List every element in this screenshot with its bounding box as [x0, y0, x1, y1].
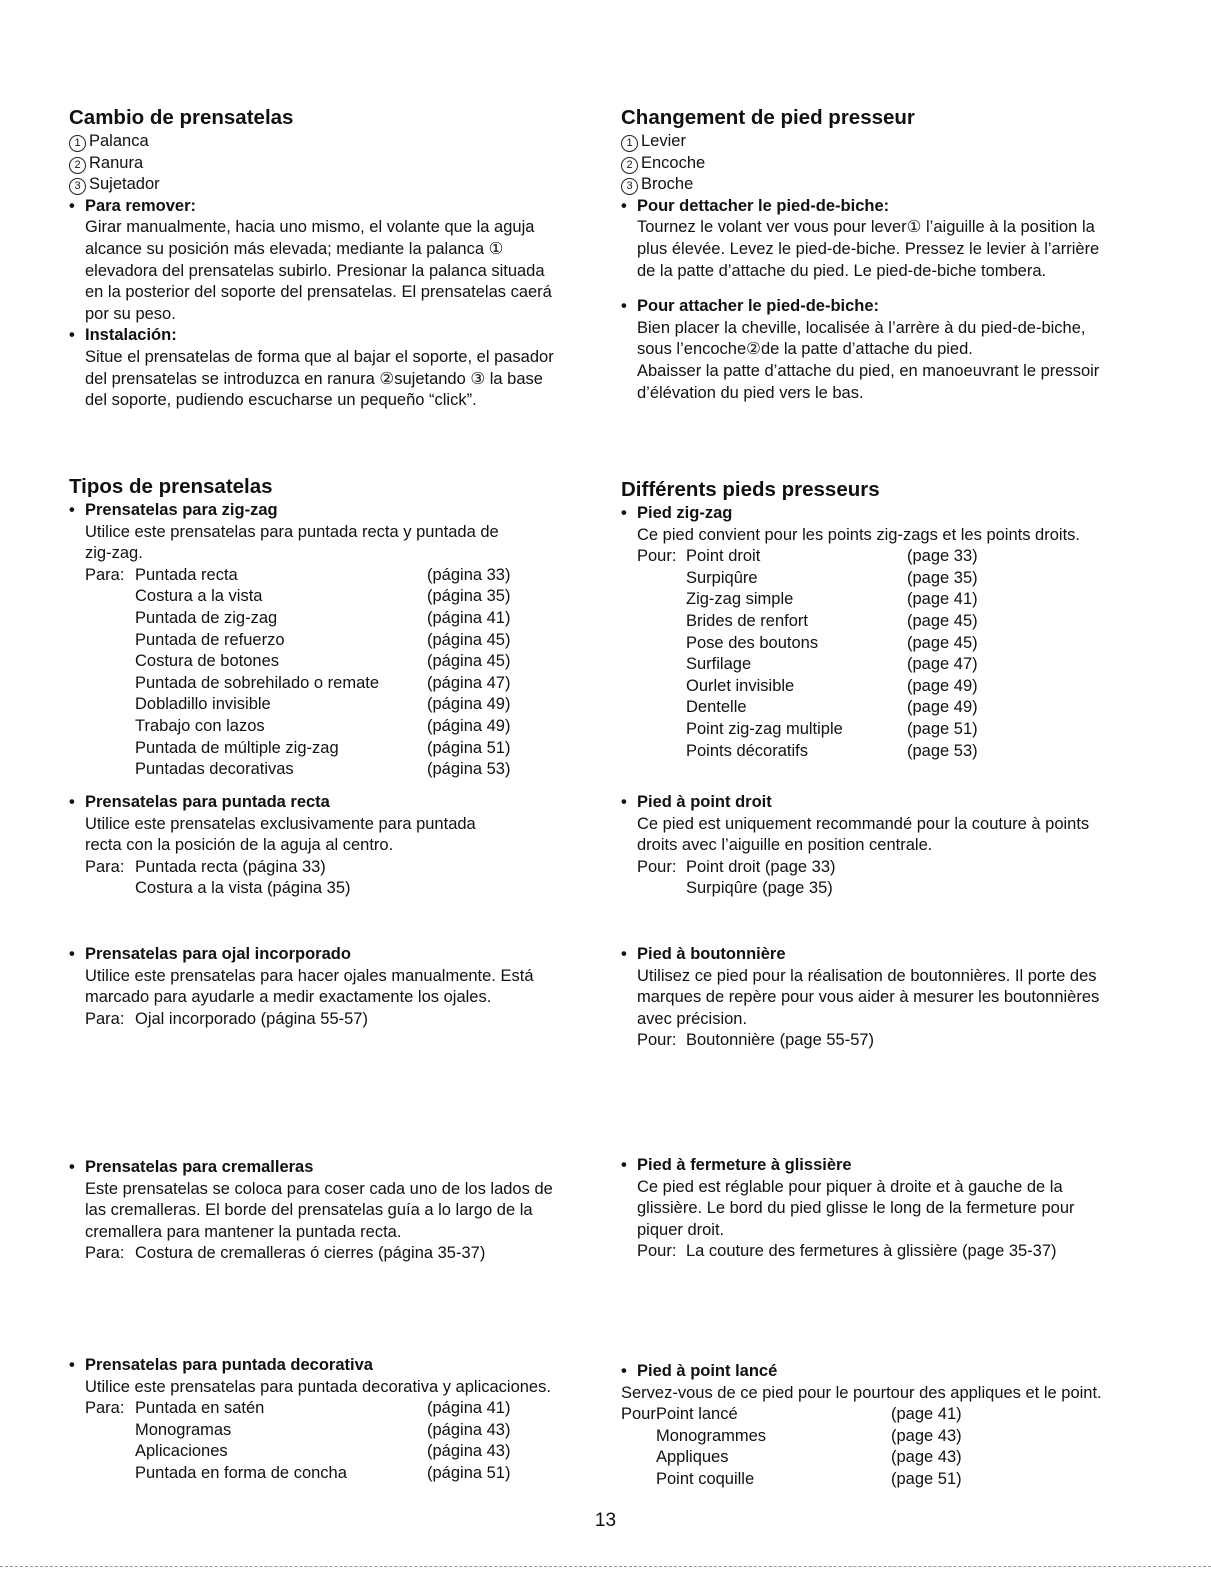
table-row [637, 546, 1161, 568]
stitch-name: Dobladillo invisible [135, 695, 271, 714]
stitch-name: Point droit [686, 547, 761, 566]
page-ref: (page 43) [891, 1426, 962, 1445]
usage-table [621, 1404, 1161, 1490]
usage-table [621, 857, 1161, 900]
stitch-name: Ourlet invisible [686, 676, 795, 695]
table-row [85, 651, 609, 673]
table-row [637, 1241, 1161, 1263]
text-line: plus élevée. Levez le pied-de-biche. Pressez le levier à l’arrière [637, 239, 1100, 258]
table-row [85, 759, 609, 781]
part-label: Palanca [89, 132, 149, 150]
stitch-name: Surpiqûre [686, 568, 758, 587]
paragraph [621, 814, 1161, 857]
text-line: piquer droit. [637, 1220, 725, 1239]
page-ref: (página 49) [427, 716, 511, 735]
paragraph [621, 525, 1161, 547]
stitch-name: Points décoratifs [686, 741, 808, 760]
stitch-name: Puntadas decorativas [135, 760, 294, 779]
stitch-name: Costura a la vista (página 35) [135, 879, 351, 898]
stitch-name: Monogramas [135, 1420, 232, 1439]
section-recta [69, 792, 609, 900]
part-label: Encoche [641, 153, 706, 172]
stitch-name: Costura a la vista [135, 587, 263, 606]
circled-number: 2 [69, 157, 86, 174]
table-row [85, 716, 609, 738]
page-ref: (página 45) [427, 630, 511, 649]
table-prefix: Pour: [637, 1242, 677, 1261]
table-row [85, 1463, 609, 1485]
part-label: Ranura [89, 153, 144, 172]
circled-number: 3 [621, 178, 638, 195]
table-prefix: Para: [85, 1399, 125, 1418]
page-ref: (página 41) [427, 1399, 511, 1418]
subheading: • Instalación: [69, 325, 609, 347]
paragraph [69, 1179, 609, 1244]
subheading: • Prensatelas para ojal incorporado [69, 944, 609, 966]
page-ref: (page 51) [891, 1469, 962, 1488]
page-ref: (página 51) [427, 738, 511, 757]
page-ref: (page 49) [907, 676, 978, 695]
table-row [637, 676, 1161, 698]
page-ref: (página 53) [427, 760, 511, 779]
page-ref: (page 51) [907, 719, 978, 738]
table-row [85, 565, 609, 587]
text-line: Tournez le volant ver vous pour lever① l’aiguille à la position la [637, 218, 1095, 237]
section-title: Cambio de prensatelas [69, 106, 294, 129]
bottom-edge-line [0, 1566, 1211, 1567]
page-ref: (page 47) [907, 655, 978, 674]
usage-table [69, 857, 609, 900]
circled-number: 1 [69, 135, 86, 152]
paragraph [69, 814, 609, 857]
text-line: Girar manualmente, hacia uno mismo, el volante que la aguja [85, 218, 535, 237]
section-decorativa [69, 1355, 609, 1485]
table-row [85, 1009, 609, 1031]
text-line: elevadora del prensatelas subirlo. Presionar la palanca situada [85, 261, 545, 280]
text-line: glissière. Le bord du pied glisse le long de la fermeture pour [637, 1199, 1075, 1218]
stitch-name: Brides de renfort [686, 611, 808, 630]
usage-table [621, 1241, 1161, 1263]
subheading: • Pied à fermeture à glissière [621, 1155, 1161, 1177]
circled-number: 3 [69, 178, 86, 195]
table-row [637, 611, 1161, 633]
stitch-name: Aplicaciones [135, 1442, 228, 1461]
subheading: • Prensatelas para cremalleras [69, 1157, 609, 1179]
table-row [637, 857, 1161, 879]
page-ref: (page 45) [907, 633, 978, 652]
page-ref: (página 51) [427, 1463, 511, 1482]
section-ojal [69, 944, 609, 1030]
stitch-name: Puntada en forma de concha [135, 1463, 347, 1482]
table-row [621, 1469, 1161, 1491]
table-row [637, 697, 1161, 719]
subheading: • Prensatelas para zig-zag [69, 500, 609, 522]
stitch-name: Puntada de sobrehilado o remate [135, 673, 380, 692]
text-line: Utilisez ce pied pour la réalisation de boutonnières. Il porte des [637, 966, 1097, 985]
subheading: • Prensatelas para puntada recta [69, 792, 609, 814]
section-cremalleras [69, 1157, 609, 1265]
page-ref: (page 41) [891, 1405, 962, 1424]
table-row [85, 630, 609, 652]
part-label: Broche [641, 175, 694, 194]
subheading: • Pour dettacher le pied-de-biche: [621, 196, 1161, 218]
table-row [637, 654, 1161, 676]
table-row [85, 586, 609, 608]
text-line: Utilice este prensatelas para puntada decorativa y aplicaciones. [85, 1377, 551, 1396]
subheading: • Pied à point droit [621, 792, 1161, 814]
text-line: las cremalleras. El borde del prensatelas guía a lo largo de la [85, 1201, 533, 1220]
text-line: recta con la posición de la aguja al centro. [85, 836, 394, 855]
text-line: cremallera para mantener la puntada recta. [85, 1222, 402, 1241]
page-ref: (page 53) [907, 741, 978, 760]
section-cambio [69, 105, 609, 412]
table-row [621, 1404, 1161, 1426]
subheading: • Pied zig-zag [621, 503, 1161, 525]
table-row [85, 694, 609, 716]
usage-table [621, 1030, 1161, 1052]
text-line: Bien placer la cheville, localisée à l’arrère à du pied-de-biche, [637, 318, 1086, 337]
table-row [85, 608, 609, 630]
table-row [621, 1447, 1161, 1469]
paragraph [69, 217, 609, 325]
stitch-name: Puntada de múltiple zig-zag [135, 738, 339, 757]
text-line: Utilice este prensatelas para puntada recta y puntada de [85, 522, 499, 541]
paragraph [621, 966, 1161, 1031]
table-row [85, 1441, 609, 1463]
text-line: d’élévation du pied vers le bas. [637, 383, 864, 402]
stitch-name: Ojal incorporado (página 55-57) [135, 1009, 368, 1028]
page-ref: (página 33) [427, 565, 511, 584]
text-line: Utilice este prensatelas exclusivamente para puntada [85, 814, 476, 833]
page-ref: (page 43) [891, 1448, 962, 1467]
stitch-name: Costura de cremalleras ó cierres (página 35-37) [135, 1244, 486, 1263]
text-line: en la posterior del soporte del prensatelas. El prensatelas caerá [85, 283, 552, 302]
stitch-name: Puntada de refuerzo [135, 630, 285, 649]
subheading: • Pied à point lancé [621, 1361, 1161, 1383]
table-prefix: Para: [85, 565, 125, 584]
paragraph [69, 966, 609, 1009]
circled-number: 1 [621, 135, 638, 152]
stitch-name: Zig-zag simple [686, 590, 794, 609]
text-line: Abaisser la patte d’attache du pied, en manoeuvrant le pressoir [637, 361, 1100, 380]
stitch-name: Point zig-zag multiple [686, 719, 843, 738]
stitch-name: Dentelle [686, 698, 747, 717]
section-tipos [69, 474, 609, 781]
part-item [69, 153, 609, 175]
text-line: zig-zag. [85, 544, 143, 563]
stitch-name: La couture des fermetures à glissière (page 35-37) [686, 1242, 1057, 1261]
section-fermeture [621, 1155, 1161, 1263]
table-row [637, 741, 1161, 763]
page-ref: (page 35) [907, 568, 978, 587]
table-prefix: Pour: [621, 1405, 661, 1424]
page-ref: (página 45) [427, 652, 511, 671]
text-line: Servez-vous de ce pied pour le pourtour des appliques et le point. [621, 1383, 1102, 1402]
table-row [85, 1398, 609, 1420]
stitch-name: Puntada de zig-zag [135, 608, 278, 627]
part-label: Levier [641, 132, 686, 150]
stitch-name: Costura de botones [135, 652, 280, 671]
stitch-name: Puntada recta [135, 565, 238, 584]
section-title: Différents pieds presseurs [621, 478, 880, 501]
page-ref: (page 49) [907, 698, 978, 717]
page-ref: (page 33) [907, 547, 978, 566]
subheading: • Prensatelas para puntada decorativa [69, 1355, 609, 1377]
text-line: Ce pied convient pour les points zig-zags et les points droits. [637, 525, 1080, 544]
paragraph [69, 347, 609, 412]
stitch-name: Puntada en satén [135, 1399, 265, 1418]
text-line: droits avec l’aiguille en position centrale. [637, 836, 933, 855]
table-row [637, 1030, 1161, 1052]
stitch-name: Point coquille [656, 1469, 755, 1488]
table-row [85, 878, 609, 900]
text-line: del prensatelas se introduzca en ranura ②sujetando ③ la base [85, 369, 543, 388]
stitch-name: Boutonnière (page 55-57) [686, 1031, 875, 1050]
paragraph [621, 217, 1161, 282]
text-line: Utilice este prensatelas para hacer ojales manualmente. Está [85, 966, 534, 985]
page-ref: (página 35) [427, 587, 511, 606]
text-line: alcance su posición más elevada; mediante la palanca ① [85, 239, 504, 258]
page-ref: (página 43) [427, 1420, 511, 1439]
subheading: • Para remover: [69, 196, 609, 218]
paragraph [621, 318, 1161, 404]
text-line: de la patte d’attache du pied. Le pied-de-biche tombera. [637, 261, 1047, 280]
text-line: marques de repère pour vous aider à mesurer les boutonnières [637, 988, 1100, 1007]
spacer [621, 282, 1161, 296]
subheading: • Pour attacher le pied-de-biche: [621, 296, 1161, 318]
paragraph [69, 1377, 609, 1399]
usage-table [621, 546, 1161, 762]
table-row [85, 857, 609, 879]
part-item [69, 131, 609, 153]
stitch-name: Point lancé [656, 1405, 738, 1424]
stitch-name: Point droit (page 33) [686, 857, 836, 876]
table-row [85, 738, 609, 760]
page-ref: (página 43) [427, 1442, 511, 1461]
section-title: Changement de pied presseur [621, 106, 915, 129]
text-line: por su peso. [85, 304, 176, 323]
table-row [637, 878, 1161, 900]
text-line: sous l’encoche②de la patte d’attache du pied. [637, 340, 973, 359]
stitch-name: Surpiqûre (page 35) [686, 879, 833, 898]
table-row [85, 673, 609, 695]
page-ref: (page 41) [907, 590, 978, 609]
page-number: 13 [594, 1510, 617, 1531]
section-title: Tipos de prensatelas [69, 475, 273, 498]
stitch-name: Appliques [656, 1448, 729, 1467]
section-droit [621, 792, 1161, 900]
usage-table [69, 1009, 609, 1031]
table-row [637, 589, 1161, 611]
text-line: avec précision. [637, 1009, 748, 1028]
table-row [85, 1420, 609, 1442]
circled-number: 2 [621, 157, 638, 174]
text-line: Ce pied est réglable pour piquer à droite et à gauche de la [637, 1177, 1063, 1196]
text-line: Ce pied est uniquement recommandé pour la couture à points [637, 814, 1090, 833]
page-ref: (página 47) [427, 673, 511, 692]
table-prefix: Pour: [637, 1031, 677, 1050]
page-ref: (page 45) [907, 611, 978, 630]
table-row [637, 719, 1161, 741]
stitch-name: Puntada recta (página 33) [135, 857, 326, 876]
part-label: Sujetador [89, 175, 160, 194]
text-line: del soporte, pudiendo escucharse un pequeño “click”. [85, 391, 477, 410]
table-prefix: Para: [85, 1244, 125, 1263]
table-prefix: Para: [85, 857, 125, 876]
usage-table [69, 565, 609, 781]
table-prefix: Pour: [637, 857, 677, 876]
stitch-name: Surfilage [686, 655, 752, 674]
part-item [621, 131, 1161, 153]
table-prefix: Pour: [637, 547, 677, 566]
section-changement [621, 105, 1161, 404]
subheading: • Pied à boutonnière [621, 944, 1161, 966]
table-row [621, 1426, 1161, 1448]
usage-table [69, 1398, 609, 1484]
paragraph [621, 1177, 1161, 1242]
text-line: Este prensatelas se coloca para coser cada uno de los lados de [85, 1179, 553, 1198]
part-item [621, 174, 1161, 196]
section-lance [621, 1361, 1161, 1491]
paragraph [69, 522, 609, 565]
stitch-name: Trabajo con lazos [135, 716, 265, 735]
stitch-name: Monogrammes [656, 1426, 767, 1445]
paragraph [621, 1383, 1161, 1405]
table-row [85, 1243, 609, 1265]
table-row [637, 633, 1161, 655]
stitch-name: Pose des boutons [686, 633, 819, 652]
part-item [621, 153, 1161, 175]
section-boutonniere [621, 944, 1161, 1052]
part-item [69, 174, 609, 196]
page-ref: (página 49) [427, 695, 511, 714]
table-row [637, 568, 1161, 590]
table-prefix: Para: [85, 1009, 125, 1028]
usage-table [69, 1243, 609, 1265]
text-line: marcado para ayudarle a medir exactamente los ojales. [85, 988, 492, 1007]
section-differents [621, 477, 1161, 762]
text-line: Situe el prensatelas de forma que al bajar el soporte, el pasador [85, 347, 554, 366]
page-ref: (página 41) [427, 608, 511, 627]
